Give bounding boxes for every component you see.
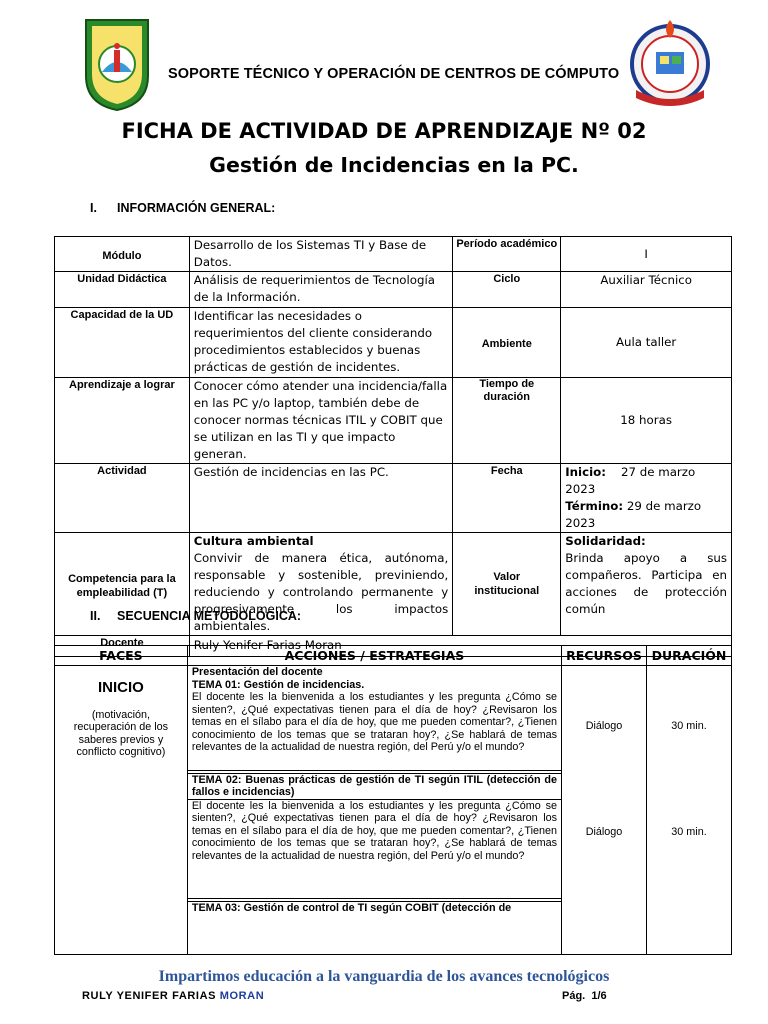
duration-2: 30 min.	[671, 826, 707, 838]
fecha-termino-value: 29 de marzo 2023	[565, 499, 702, 530]
competencia-label: Competencia para la empleabilidad (T)	[55, 533, 190, 636]
ambiente-label: Ambiente	[453, 308, 561, 378]
general-info-table	[54, 236, 732, 657]
competencia-title: Cultura ambiental	[193, 534, 314, 548]
section-number: II.	[90, 609, 101, 623]
col-header-acciones: ACCIONES / ESTRATEGIAS	[187, 646, 561, 666]
section-label: INFORMACIÓN GENERAL:	[117, 201, 276, 215]
modulo-label: Módulo	[55, 237, 190, 272]
methodology-table	[54, 645, 732, 955]
page-value: 1/6	[591, 990, 607, 1002]
ambiente-value: Aula taller	[561, 308, 732, 378]
ciclo-label: Ciclo	[453, 272, 561, 308]
actividad-value: Gestión de incidencias en las PC.	[189, 464, 452, 533]
tiempo-label: Tiempo de duración	[453, 378, 561, 464]
docente-label: Docente	[55, 636, 190, 657]
actions-cell	[187, 666, 561, 955]
fecha-inicio-value: 27 de marzo 2023	[565, 465, 696, 496]
presentation-heading: Presentación del docente	[191, 666, 323, 678]
resource-2: Diálogo	[585, 826, 623, 838]
valor-label: Valor institucional	[453, 533, 561, 636]
ciclo-value: Auxiliar Técnico	[561, 272, 732, 308]
phase-description: (motivación, recuperación de los saberes previos y conflicto cognitivo)	[73, 708, 169, 758]
fecha-termino-label: Término:	[565, 499, 624, 513]
valor-text: Brinda apoyo a sus compañeros. Participa en acciones de protección común	[565, 551, 727, 616]
tema1-title: TEMA 01: Gestión de incidencias.	[191, 678, 365, 691]
competencia-text: Convivir de manera ética, autónoma, responsable y sostenible, previniendo, reduciendo y controlando permanente y progresivamente los impactos ambientales.	[193, 551, 449, 633]
fecha-value	[561, 464, 732, 533]
section-heading-2	[90, 609, 301, 623]
section-label: SECUENCIA METODOLÓGICA:	[117, 609, 302, 623]
phase-cell	[55, 666, 188, 955]
tema1-text: El docente les la bienvenida a los estudiantes y les pregunta ¿Cómo se sienten?, ¿Qué expectativas tienen para el día de hoy? ¿Revisaron los temas en el sílabo para el día de hoy, que me pueden comentar?, ¿Tienen conocimiento de los temas que se trataran hoy?, ¿Se hablará de temas relevantes de la actualidad de nuestra región, del Perú y/o el mundo?	[191, 691, 558, 753]
resource-1: Diálogo	[585, 720, 623, 732]
actividad-label: Actividad	[55, 464, 190, 533]
header-title: SOPORTE TÉCNICO Y OPERACIÓN DE CENTROS DE CÓMPUTO	[168, 66, 620, 82]
col-header-recursos: RECURSOS	[562, 646, 647, 666]
footer-motto: Impartimos educación a la vanguardia de los avances tecnológicos	[158, 968, 610, 985]
aprendizaje-label: Aprendizaje a lograr	[55, 378, 190, 464]
section-number: I.	[90, 201, 97, 215]
fecha-termino	[565, 498, 727, 532]
col-header-duracion: DURACIÓN	[647, 646, 732, 666]
tema2-title: TEMA 02: Buenas prácticas de gestión de TI según ITIL (detección de fallos e incidencias)	[191, 773, 558, 798]
docente-value: Ruly Yenifer Farias Moran	[189, 636, 731, 657]
footer-author-name: RULY YENIFER FARIAS	[82, 990, 217, 1002]
valor-title: Solidaridad:	[565, 534, 646, 548]
document-title: FICHA DE ACTIVIDAD DE APRENDIZAJE Nº 02	[121, 119, 647, 143]
institution-logo-left	[82, 16, 152, 112]
capacidad-label: Capacidad de la UD	[55, 308, 190, 378]
unidad-label: Unidad Didáctica	[55, 272, 190, 308]
tema3-title: TEMA 03: Gestión de control de TI según COBIT (detección de	[191, 902, 512, 914]
footer-author-surname: MORAN	[219, 990, 265, 1002]
duration-1: 30 min.	[671, 720, 707, 732]
periodo-label: Período académico	[453, 237, 561, 272]
capacidad-value: Identificar las necesidades o requerimientos del cliente considerando procedimientos establecidos y buenas prácticas de gestión de incidentes.	[189, 308, 452, 378]
document-subtitle: Gestión de Incidencias en la PC.	[209, 153, 579, 177]
section-heading-1	[90, 201, 275, 215]
fecha-inicio	[565, 464, 727, 498]
duration-cell	[647, 666, 732, 955]
col-header-faces: FACES	[55, 646, 188, 666]
periodo-value: I	[561, 237, 732, 272]
modulo-value: Desarrollo de los Sistemas TI y Base de Datos.	[189, 237, 452, 272]
fecha-label: Fecha	[453, 464, 561, 533]
phase-title: INICIO	[98, 679, 144, 696]
valor-value	[561, 533, 732, 636]
resources-cell	[562, 666, 647, 955]
unidad-value: Análisis de requerimientos de Tecnología de la Información.	[189, 272, 452, 308]
page-number	[562, 990, 607, 1002]
tiempo-value: 18 horas	[561, 378, 732, 464]
footer-author	[82, 990, 264, 1002]
institution-logo-right	[626, 16, 714, 108]
fecha-inicio-label: Inicio:	[565, 465, 606, 479]
tema2-text: El docente les la bienvenida a los estudiantes y les pregunta ¿Cómo se sienten?, ¿Qué expectativas tienen para el día de hoy? ¿Revisaron los temas en el sílabo para el día de hoy, que me pueden comentar?, ¿Tienen conocimiento de los temas que se trataran hoy?, ¿Se hablará de temas relevantes de la actualidad de nuestra región, del Perú y/o el mundo?	[188, 799, 561, 863]
aprendizaje-value: Conocer cómo atender una incidencia/falla en las PC y/o laptop, también debe de conocer normas técnicas ITIL y COBIT que se utilizan en las TI y que impacto generan.	[189, 378, 452, 464]
page-label: Pág.	[562, 990, 586, 1002]
